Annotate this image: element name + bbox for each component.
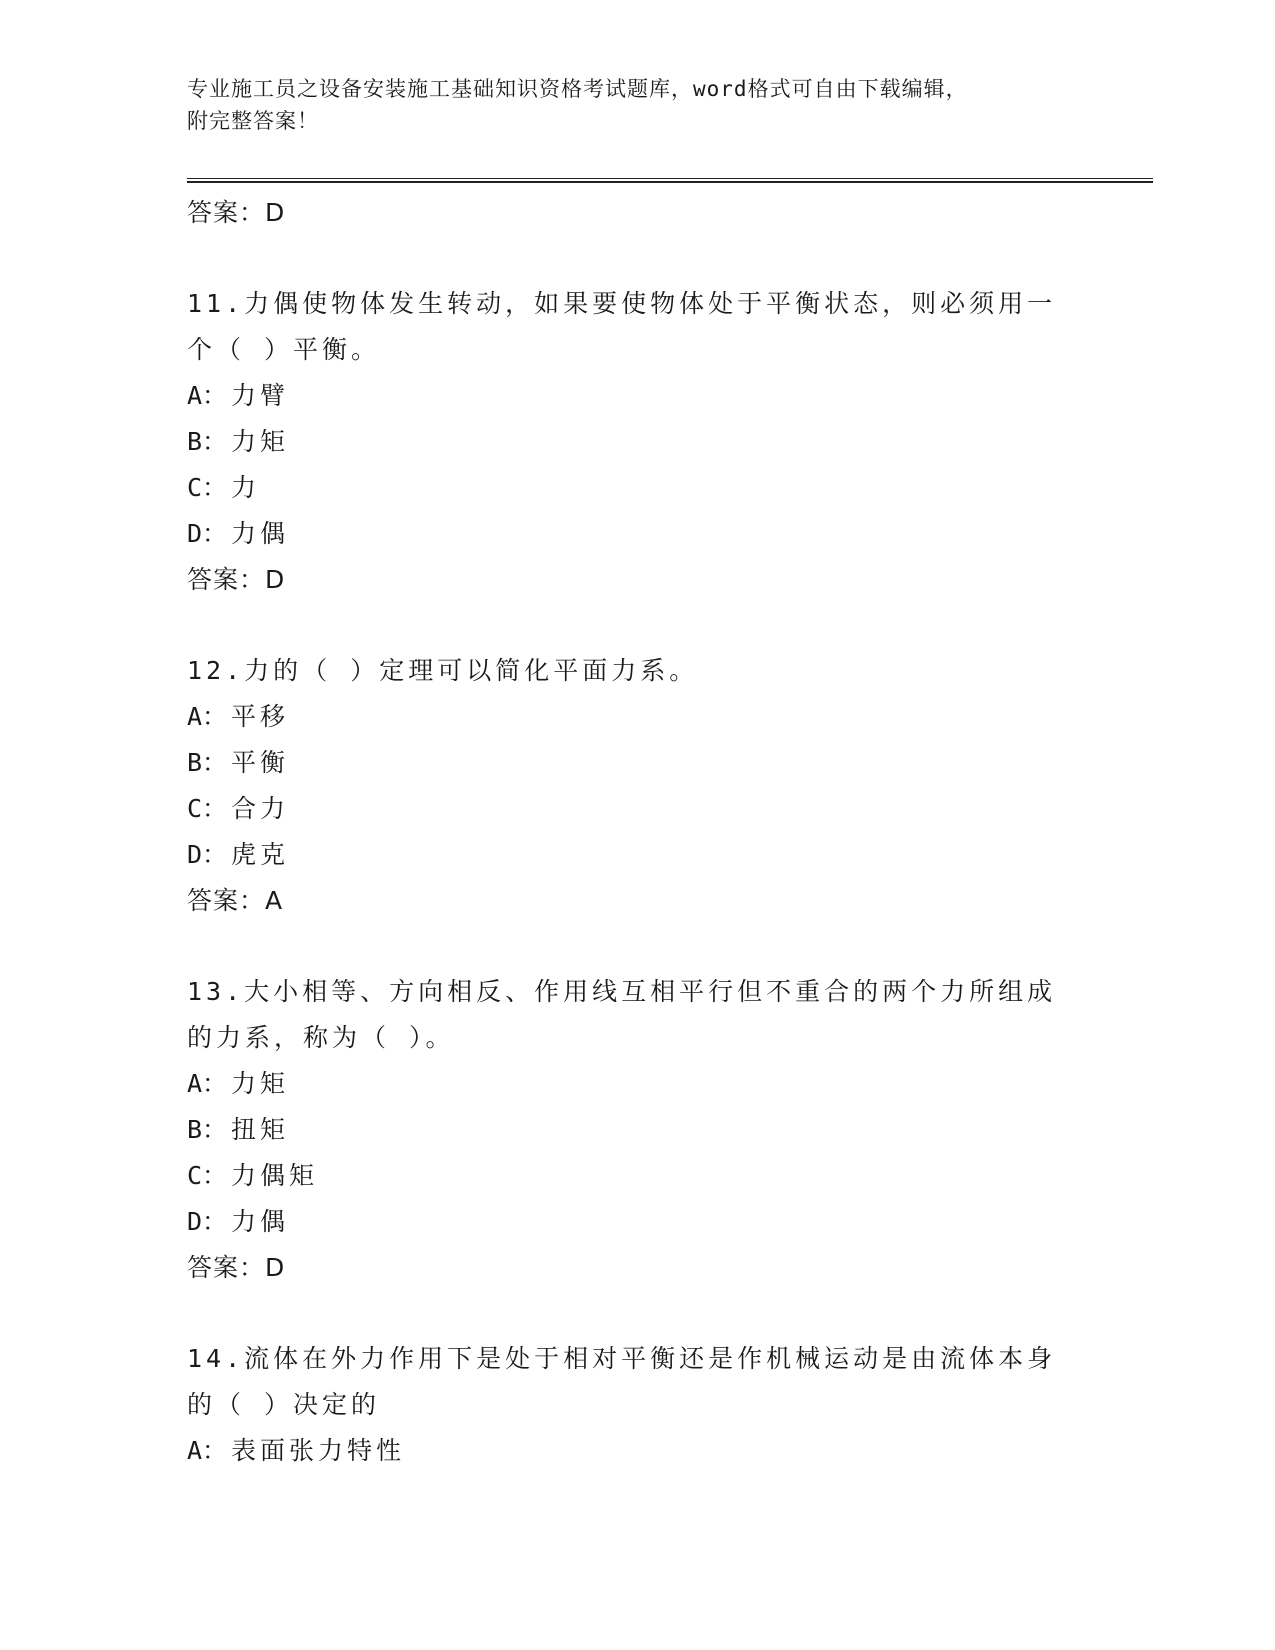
option-text: 平移 bbox=[231, 702, 290, 731]
question-stem: 11.力偶使物体发生转动，如果要使物体处于平衡状态，则必须用一个（ ）平衡。 bbox=[187, 289, 1057, 364]
option-text: 合力 bbox=[231, 794, 290, 823]
option-d bbox=[187, 511, 1087, 557]
page-header bbox=[187, 73, 1067, 137]
option-b bbox=[187, 419, 1087, 465]
option-key: B： bbox=[187, 748, 228, 777]
option-text: 力 bbox=[231, 473, 261, 502]
option-key: A： bbox=[187, 702, 228, 731]
option-d bbox=[187, 832, 1087, 878]
option-text: 虎克 bbox=[231, 840, 290, 869]
option-a bbox=[187, 1428, 1087, 1474]
option-text: 表面张力特性 bbox=[231, 1436, 406, 1465]
answer-line: 答案：D bbox=[187, 565, 286, 594]
option-b bbox=[187, 1107, 1087, 1153]
option-key: B： bbox=[187, 1115, 228, 1144]
option-text: 平衡 bbox=[231, 748, 290, 777]
question-12 bbox=[187, 648, 1087, 924]
option-text: 力偶矩 bbox=[231, 1161, 319, 1190]
option-b bbox=[187, 740, 1087, 786]
option-a bbox=[187, 1061, 1087, 1107]
option-key: C： bbox=[187, 1161, 228, 1190]
question-list bbox=[187, 190, 1087, 1474]
option-d bbox=[187, 1199, 1087, 1245]
option-key: C： bbox=[187, 794, 228, 823]
option-key: B： bbox=[187, 427, 228, 456]
option-key: D： bbox=[187, 840, 228, 869]
option-key: A： bbox=[187, 381, 228, 410]
question-stem: 14.流体在外力作用下是处于相对平衡还是作机械运动是由流体本身的（ ）决定的 bbox=[187, 1344, 1057, 1419]
option-text: 扭矩 bbox=[231, 1115, 290, 1144]
option-text: 力矩 bbox=[231, 1069, 290, 1098]
option-a bbox=[187, 373, 1087, 419]
option-text: 力偶 bbox=[231, 1207, 290, 1236]
option-key: D： bbox=[187, 1207, 228, 1236]
option-c bbox=[187, 1153, 1087, 1199]
spacer bbox=[187, 603, 1087, 648]
option-key: A： bbox=[187, 1436, 228, 1465]
spacer bbox=[187, 924, 1087, 969]
answer-line: 答案：D bbox=[187, 198, 286, 227]
question-14 bbox=[187, 1336, 1087, 1474]
question-11 bbox=[187, 281, 1087, 603]
header-line-1: 专业施工员之设备安装施工基础知识资格考试题库，word格式可自由下载编辑， bbox=[187, 77, 968, 101]
option-c bbox=[187, 786, 1087, 832]
answer-line: 答案：D bbox=[187, 1253, 286, 1282]
header-line-2: 附完整答案！ bbox=[187, 109, 319, 133]
answer-line: 答案：A bbox=[187, 886, 284, 915]
option-text: 力臂 bbox=[231, 381, 290, 410]
question-13 bbox=[187, 969, 1087, 1291]
option-key: C： bbox=[187, 473, 228, 502]
option-text: 力偶 bbox=[231, 519, 290, 548]
option-text: 力矩 bbox=[231, 427, 290, 456]
question-stem: 12.力的（ ）定理可以简化平面力系。 bbox=[187, 656, 699, 685]
option-key: D： bbox=[187, 519, 228, 548]
option-key: A： bbox=[187, 1069, 228, 1098]
header-divider bbox=[187, 178, 1153, 183]
question-stem: 13.大小相等、方向相反、作用线互相平行但不重合的两个力所组成的力系，称为（ ）。 bbox=[187, 977, 1057, 1052]
option-a bbox=[187, 694, 1087, 740]
spacer bbox=[187, 1291, 1087, 1336]
spacer bbox=[187, 236, 1087, 281]
option-c bbox=[187, 465, 1087, 511]
